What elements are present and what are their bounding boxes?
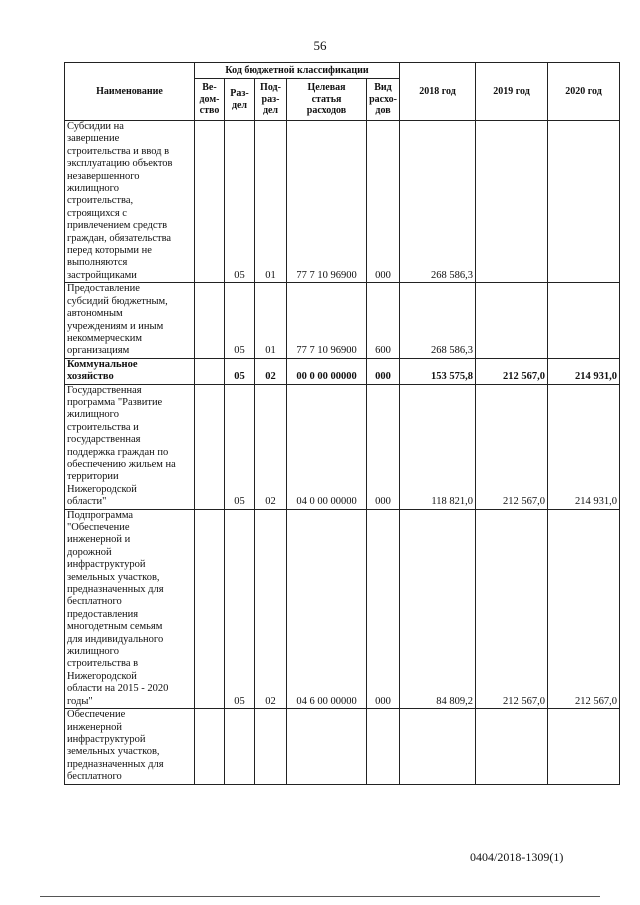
table-body [65,121,620,785]
header-podrazdel: Под- раз- дел [255,79,287,121]
header-classification-group: Код бюджетной классификации [195,63,400,79]
cell-podrazdel: 01 [255,283,287,358]
cell-2020 [548,121,620,283]
table-row [65,384,620,509]
cell-2019: 212 567,0 [476,384,548,509]
cell-expense-type: 000 [367,384,400,509]
table-row [65,121,620,283]
table-row [65,358,620,384]
cell-2019 [476,121,548,283]
cell-2018: 268 586,3 [400,283,476,358]
row-name: Подпрограмма "Обеспечение инженерной и дорожной инфраструктурой земельных участков, предназначенных для бесплатного предоставления многодетным семьям для индивидуального жилищного строительства в Нижегородской области на 2015 - 2020 годы" [65,509,195,709]
table-row [65,709,620,784]
cell-podrazdel: 01 [255,121,287,283]
cell-expense-type: 000 [367,509,400,709]
row-name: Коммунальное хозяйство [65,358,195,384]
budget-table [64,62,620,785]
cell-vedomstvo [195,509,225,709]
table-row [65,283,620,358]
cell-target-article: 04 0 00 00000 [287,384,367,509]
cell-expense-type: 000 [367,121,400,283]
header-name: Наименование [65,63,195,121]
header-expense-type: Вид расхо- дов [367,79,400,121]
cell-vedomstvo [195,121,225,283]
cell-podrazdel: 02 [255,509,287,709]
cell-razdel [225,709,255,784]
cell-vedomstvo [195,358,225,384]
document-code: 0404/2018-1309(1) [470,850,564,864]
cell-target-article: 77 7 10 96900 [287,121,367,283]
header-2020: 2020 год [548,63,620,121]
cell-2018 [400,709,476,784]
row-name: Предоставление субсидий бюджетным, автономным учреждениям и иным некоммерческим организациям [65,283,195,358]
cell-razdel: 05 [225,509,255,709]
cell-podrazdel: 02 [255,384,287,509]
header-2018: 2018 год [400,63,476,121]
cell-2019 [476,709,548,784]
cell-expense-type: 600 [367,283,400,358]
row-name: Обеспечение инженерной инфраструктурой земельных участков, предназначенных для бесплатного [65,709,195,784]
cell-2020 [548,283,620,358]
cell-target-article [287,709,367,784]
cell-podrazdel: 02 [255,358,287,384]
cell-expense-type [367,709,400,784]
header-vedomstvo: Ве- дом- ство [195,79,225,121]
header-target-article: Целевая статья расходов [287,79,367,121]
page-number: 56 [313,38,327,53]
cell-vedomstvo [195,709,225,784]
cell-razdel: 05 [225,283,255,358]
table-row [65,509,620,709]
header-razdel: Раз- дел [225,79,255,121]
cell-2018: 84 809,2 [400,509,476,709]
cell-razdel: 05 [225,384,255,509]
cell-razdel: 05 [225,358,255,384]
cell-2019: 212 567,0 [476,358,548,384]
cell-podrazdel [255,709,287,784]
row-name: Государственная программа "Развитие жилищного строительства и государственная поддержка граждан по обеспечению жильем на территории Нижегородской области" [65,384,195,509]
cell-2020 [548,709,620,784]
cell-2018: 153 575,8 [400,358,476,384]
cell-vedomstvo [195,384,225,509]
cell-2019: 212 567,0 [476,509,548,709]
cell-vedomstvo [195,283,225,358]
row-name: Субсидии на завершение строительства и ввод в эксплуатацию объектов незавершенного жилищного строительства, строящихся с привлечением средств граждан, обязательства перед которыми не выполняются застройщиками [65,121,195,283]
cell-target-article: 04 6 00 00000 [287,509,367,709]
cell-2018: 268 586,3 [400,121,476,283]
cell-target-article: 00 0 00 00000 [287,358,367,384]
table-header [65,63,620,121]
cell-2020: 214 931,0 [548,358,620,384]
cell-target-article: 77 7 10 96900 [287,283,367,358]
cell-razdel: 05 [225,121,255,283]
cell-2020: 212 567,0 [548,509,620,709]
scan-border-line [40,896,600,897]
cell-2020: 214 931,0 [548,384,620,509]
cell-2018: 118 821,0 [400,384,476,509]
cell-expense-type: 000 [367,358,400,384]
header-2019: 2019 год [476,63,548,121]
cell-2019 [476,283,548,358]
